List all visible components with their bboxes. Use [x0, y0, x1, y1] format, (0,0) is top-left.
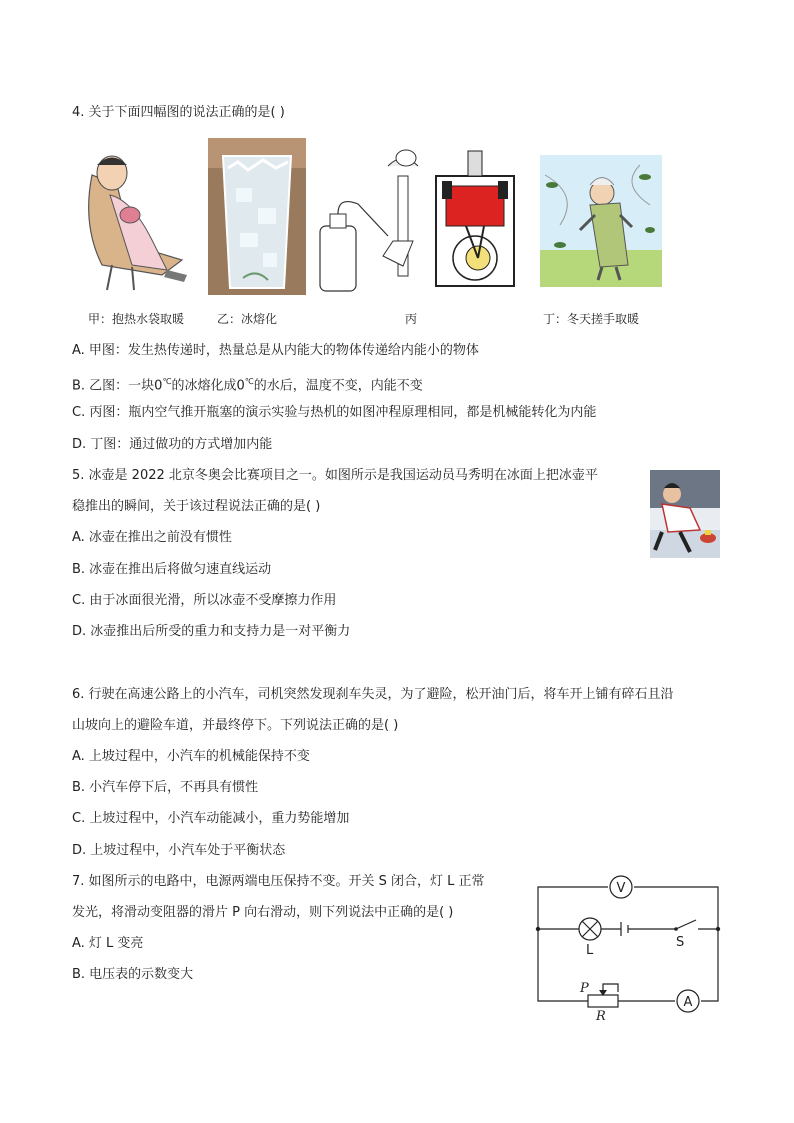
ammeter-label: A [683, 995, 693, 1010]
figure-circuit-diagram [528, 872, 728, 1022]
q4-stem: 4. 关于下面四幅图的说法正确的是( ) [72, 105, 285, 120]
q5-stem-line1: 5. 冰壶是 2022 北京冬奥会比赛项目之一。如图所示是我国运动员马秀明在冰面上把冰壶平 [72, 468, 598, 483]
caption-yi: 乙：冰熔化 [217, 312, 278, 326]
q7-option-a: A. 灯 L 变亮 [72, 936, 144, 951]
q5-option-a: A. 冰壶在推出之前没有惯性 [72, 530, 232, 545]
figure-bing-pump-and-engine [318, 146, 518, 296]
q5-option-b: B. 冰壶在推出后将做匀速直线运动 [72, 562, 272, 577]
q4-option-b: B. 乙图：一块0℃的冰熔化成0℃的水后，温度不变，内能不变 [72, 377, 423, 394]
resistor-label: R [596, 1009, 606, 1022]
q4-option-a: A. 甲图：发生热传递时，热量总是从内能大的物体传递给内能小的物体 [72, 343, 479, 358]
figure-ding-rubbing-hands [540, 155, 662, 287]
q6-option-d: D. 上坡过程中，小汽车处于平衡状态 [72, 843, 286, 858]
q4-option-d: D. 丁图：通过做功的方式增加内能 [72, 437, 273, 452]
q4-option-c: C. 丙图：瓶内空气推开瓶塞的演示实验与热机的如图冲程原理相同，都是机械能转化为内能 [72, 405, 597, 420]
switch-label: S [676, 935, 685, 950]
q6-stem-line2: 山坡向上的避险车道，并最终停下。下列说法正确的是( ) [72, 718, 399, 733]
q7-stem-line1: 7. 如图所示的电路中，电源两端电压保持不变。开关 S 闭合，灯 L 正常 [72, 874, 485, 889]
q5-stem-line2: 稳推出的瞬间，关于该过程说法正确的是( ) [72, 499, 321, 514]
q7-option-b: B. 电压表的示数变大 [72, 967, 194, 982]
q7-stem-line2: 发光，将滑动变阻器的滑片 P 向右滑动，则下列说法中正确的是( ) [72, 905, 454, 920]
figure-curling-athlete [650, 470, 720, 558]
figure-yi-ice-glass [208, 138, 306, 295]
lamp-label: L [586, 943, 594, 958]
figure-jia-hot-water-bag [72, 145, 198, 295]
q6-option-b: B. 小汽车停下后，不再具有惯性 [72, 780, 259, 795]
caption-ding: 丁：冬天搓手取暖 [543, 312, 640, 326]
q5-option-c: C. 由于冰面很光滑，所以冰壶不受摩擦力作用 [72, 593, 337, 608]
q6-option-c: C. 上坡过程中，小汽车动能减小，重力势能增加 [72, 811, 350, 826]
q6-stem-line1: 6. 行驶在高速公路上的小汽车，司机突然发现刹车失灵，为了避险，松开油门后，将车开上铺有碎石且沿 [72, 687, 674, 702]
caption-jia: 甲：抱热水袋取暖 [88, 312, 185, 326]
slider-label: P [580, 981, 589, 996]
q5-option-d: D. 冰壶推出后所受的重力和支持力是一对平衡力 [72, 624, 351, 639]
caption-bing: 丙 [405, 312, 418, 326]
q6-option-a: A. 上坡过程中，小汽车的机械能保持不变 [72, 749, 310, 764]
voltmeter-label: V [616, 881, 626, 896]
